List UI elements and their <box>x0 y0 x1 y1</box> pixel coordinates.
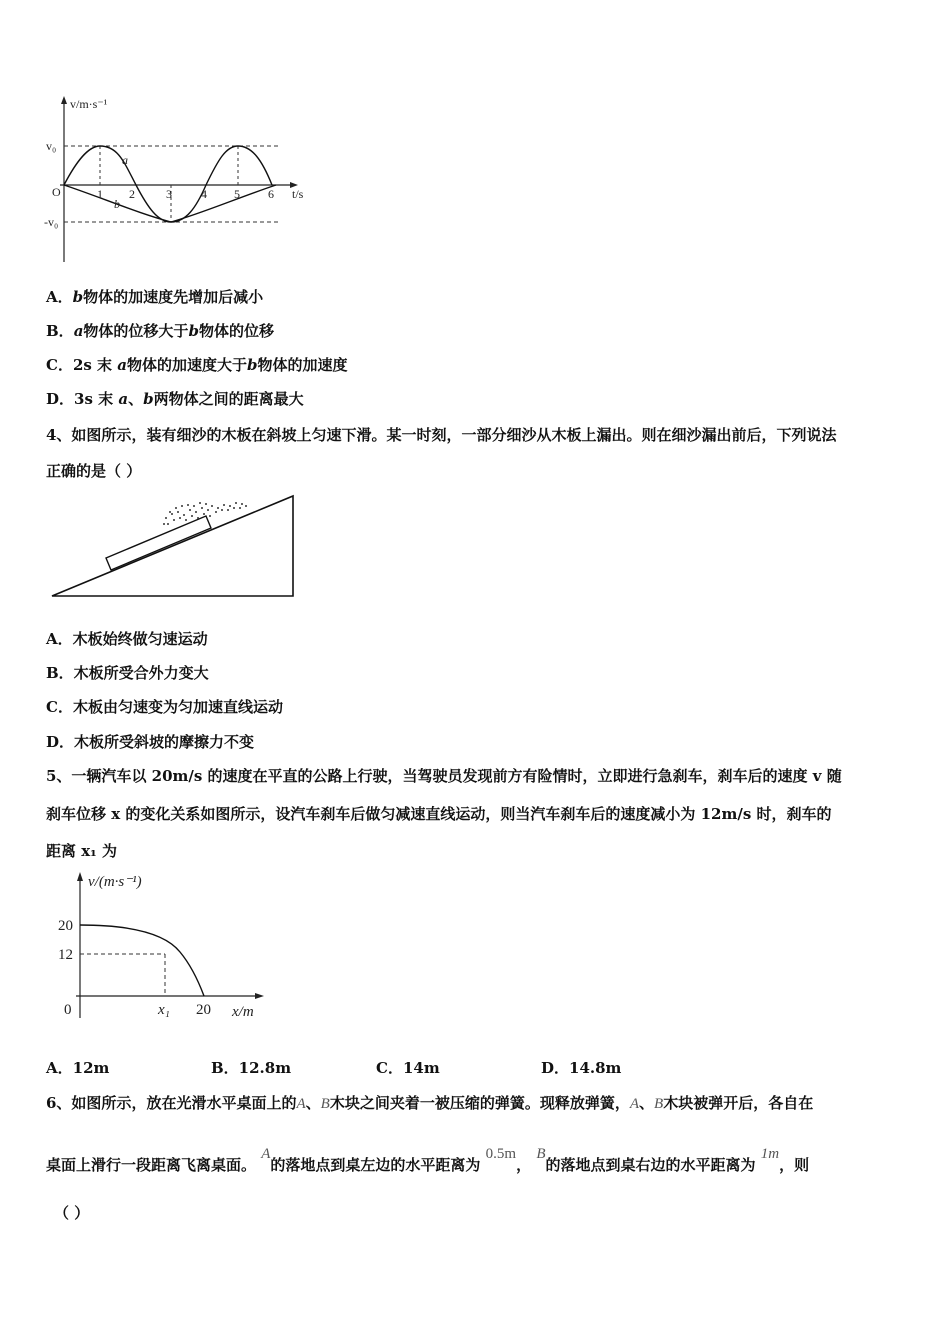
vt-origin-label: O <box>52 185 61 199</box>
q5-stem-line2: 刹车位移 x 的变化关系如图所示，设汽车刹车后做匀减速直线运动，则当汽车刹车后的速度减小为 12m/s 时，刹车的 <box>46 805 832 823</box>
vx-x-arrow <box>255 993 264 999</box>
q5-option-a: A．12m <box>46 1059 110 1077</box>
vt-curve-a <box>64 146 272 222</box>
vt-tick-3: 3 <box>166 187 172 201</box>
vx-y-arrow <box>77 872 83 881</box>
vt-tick-2: 2 <box>129 187 135 201</box>
q5-options <box>46 1057 621 1078</box>
vx-curve <box>80 925 204 996</box>
vx-graph <box>46 868 276 1028</box>
q5-option-d: D．14.8m <box>541 1059 622 1077</box>
vt-tick-1: 1 <box>97 187 103 201</box>
vt-v0-label: v₀ <box>46 139 57 153</box>
vt-graph <box>40 92 320 267</box>
q4-stem-line1: 4、如图所示，装有细沙的木板在斜坡上匀速下滑。某一时刻，一部分细沙从木板上漏出。则在细沙漏出前后，下列说法 <box>46 426 837 444</box>
incline-triangle <box>52 496 293 596</box>
vx-y-label: v/(m·s⁻¹) <box>88 874 142 890</box>
vt-tick-6: 6 <box>268 187 274 201</box>
vt-x-label: t/s <box>292 187 304 201</box>
q4-option-a: A．木板始终做匀速运动 <box>46 630 208 648</box>
vt-y-arrow <box>61 96 67 104</box>
q4-option-b: B．木板所受合外力变大 <box>46 664 209 682</box>
vx-y-tick-20: 20 <box>58 918 73 934</box>
vt-curve-b-label: b <box>114 197 120 211</box>
q5-option-c: C．14m <box>376 1059 440 1077</box>
vx-origin-label: 0 <box>64 1002 72 1018</box>
vx-x-tick-20: 20 <box>196 1002 211 1018</box>
q6-stem-line1: 6、如图所示，放在光滑水平桌面上的A、B木块之间夹着一被压缩的弹簧。现释放弹簧，A、B木块被弹开后，各自在 <box>46 1094 814 1112</box>
q6-stem-line2: 桌面上滑行一段距离飞离桌面。 A的落地点到桌左边的水平距离为 0.5m， B的落地点到桌右边的水平距离为 1m，则 <box>46 1146 810 1174</box>
vx-x-tick-x1: x₁ <box>158 1002 170 1018</box>
wooden-board <box>106 516 211 570</box>
vx-x-label: x/m <box>232 1004 254 1020</box>
vx-y-tick-12: 12 <box>58 947 73 963</box>
q5-option-b: B．12.8m <box>211 1059 292 1077</box>
q3-option-c: C．2s 末 a物体的加速度大于b物体的加速度 <box>46 356 348 374</box>
q6-stem-line3: （ ） <box>54 1204 90 1222</box>
q3-option-a: A．b物体的加速度先增加后减小 <box>46 288 264 306</box>
q3-option-b: B．a物体的位移大于b物体的位移 <box>46 322 274 340</box>
vt-y-label: v/m·s⁻¹ <box>70 97 108 111</box>
q4-option-d: D．木板所受斜坡的摩擦力不变 <box>46 733 255 751</box>
q4-stem-line2: 正确的是（ ） <box>46 462 142 480</box>
incline-figure <box>48 490 298 600</box>
q5-stem-line3: 距离 x₁ 为 <box>46 842 117 860</box>
vt-curve-a-label: a <box>122 153 128 167</box>
q3-option-d: D．3s 末 a、b两物体之间的距离最大 <box>46 390 304 408</box>
q5-stem-line1: 5、一辆汽车以 20m/s 的速度在平直的公路上行驶，当驾驶员发现前方有险情时，立即进行急刹车，刹车后的速度 v 随 <box>46 767 842 785</box>
vt-tick-4: 4 <box>201 187 207 201</box>
vt-neg-v0-label: -v₀ <box>44 215 59 229</box>
vt-tick-5: 5 <box>234 187 240 201</box>
q4-option-c: C．木板由匀速变为匀加速直线运动 <box>46 698 283 716</box>
